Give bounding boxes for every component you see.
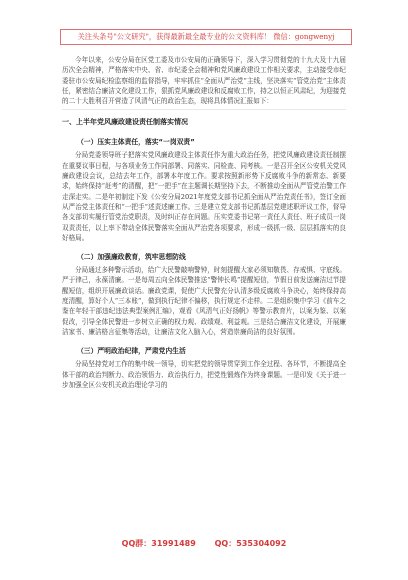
subsection-heading-1: （一）压实主体责任，落实“一岗双责” bbox=[77, 138, 195, 147]
section-heading: 一、上半年党风廉政建设责任制落实情况 bbox=[62, 118, 188, 127]
paragraph-2: 分局通过多种警示活动，给广大民警敲响警钟，时刻提醒大家必须知敬畏、存戒惧、守底线。严于律己，永葆清廉。一是每周五向全体民警推送“警钟长鸣”提醒短信，节假日前发送廉洁过节提醒短信，组织开展廉政谈话。廉政党课，促使广大民警充分认清多级反腐败斗争决心，始终保持高度清醒，算好个人“三本账”，做到执行纪律不偏移，执行规定不走样。二是组织集中学习《前车之鉴在年轻干部违纪违法典型案例汇编》，观看《风清气正好扬帆》等警示教育片，以案为鉴、以案促改，引导全体民警进一步树立正确的权力观、政绩观、利益观。三是结合廉洁文化建设，开展廉洁家书、廉洁格言征集等活动，让廉洁文化入脑入心，营造崇廉尚洁的良好氛围。 bbox=[62, 266, 346, 336]
paragraph-3: 分局坚持党对工作的集中统一领导，切实把党的领导贯穿到工作全过程、各环节，不断提高全体干部的政治判断力、政治领悟力、政治执行力，把党性锻炼作为终身课题。一是印发《关于进一步加强全区公安机关政治理论学习的 bbox=[62, 360, 346, 389]
subsection-heading-2: （二）加强廉政教育，筑牢思想防线 bbox=[77, 253, 186, 262]
footer-qq-group: QQ群：31991489 bbox=[121, 539, 196, 548]
footer-qq: QQ：535304092 bbox=[214, 539, 287, 548]
paragraph-1: 分局党委领导班子把落实党风廉政建设主体责任作为重大政治任务，把党风廉政建设责任制摆在重要议事日程，与各项业务工作同部署、同落实、同检查、同考核。一是召开全区公安机关党风廉政建设会议，总结去年工作，部署本年度工作。要求按照新形势下反腐败斗争的新常态、新要求，始终保持“赶考”的清醒，把“一把手”在主题调长期坚持下去，不断推动全面从严管党治警工作走深走实。二是年初制定下发《公安分局2021年度党支部书记抓全面从严治党责任书》，签订全面从严治党主体责任和“一把手”述责述廉工作。三是建立党支部书记抓基层党建述职评议工作，督导各支部切实履行管党治党职责，及时纠正存在问题。压实党委书记第一责任人责任、班子成员一岗双责责任，以上率下带动全体民警落实全面从严治党各项要求，形成一级抓一级、层层抓落实的良好格局。 bbox=[62, 151, 346, 242]
divider bbox=[62, 109, 346, 110]
promo-banner: 关注头条号"公文研究"，获得最新最全最专业的公文资料库！ 微信：gongwenyj bbox=[60, 29, 352, 45]
intro-paragraph: 今年以来，公安分局在区党工委及市公安局的正确领导下，深入学习贯彻党的十九大及十九届历次全会精神，严格落实中央、省、市纪委全会精神和党风廉政建设工作相关要求，主动接受市纪委驻市公安局纪检监察组的监督指导，牢牢抓住“全面从严治党”主线，坚决落实“管党治党”主体责任，紧密结合廉洁文化建设工作，狠抓党风廉政建设和反腐败工作，持之以恒正风肃纪，为迎接党的二十大胜利召开营造了风清气正的政治生态，现将具体情况汇报如下： bbox=[62, 56, 346, 106]
subsection-heading-3: （三）严明政治纪律，严肃党内生活 bbox=[77, 347, 186, 356]
document-body bbox=[62, 55, 346, 390]
footer-contact bbox=[0, 538, 408, 549]
